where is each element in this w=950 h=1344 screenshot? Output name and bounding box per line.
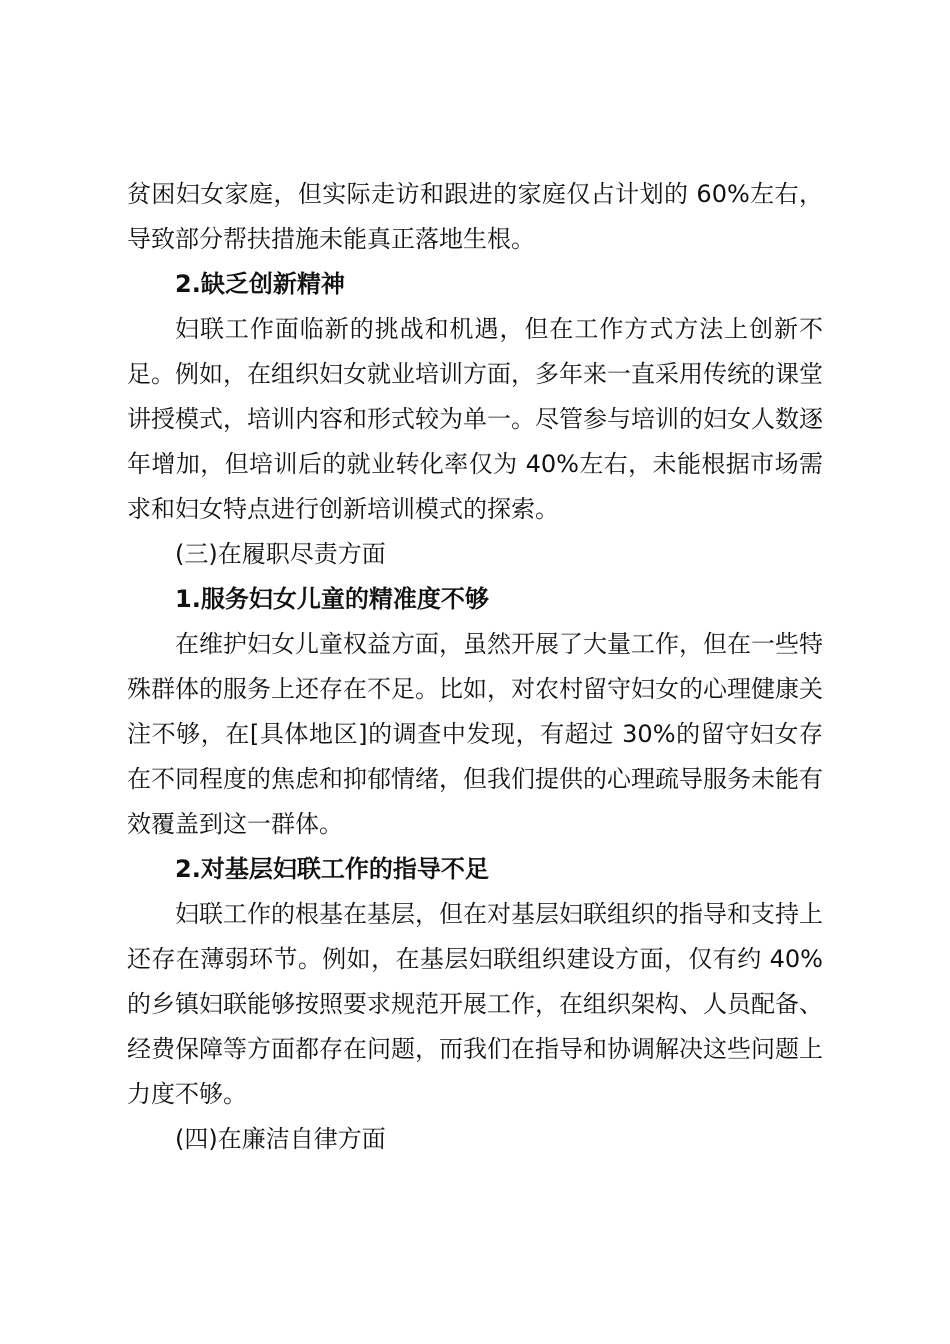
- paragraph-continued: 贫困妇女家庭，但实际走访和跟进的家庭仅占计划的 60%左右，导致部分帮扶措施未能真正落地生根。: [127, 180, 823, 253]
- paragraph-service-precision: 在维护妇女儿童权益方面，虽然开展了大量工作，但在一些特殊群体的服务上还存在不足。比如，对农村留守妇女的心理健康关注不够，在[具体地区]的调查中发现，有超过 30%的留守妇女存在不同程度的焦虑和抑郁情绪，但我们提供的心理疏导服务未能有效覆盖到这一群体。: [127, 630, 823, 838]
- paragraph-grassroots-guidance: 妇联工作的根基在基层，但在对基层妇联组织的指导和支持上还存在薄弱环节。例如，在基层妇联组织建设方面，仅有约 40%的乡镇妇联能够按照要求规范开展工作，在组织架构、人员配备、经费保障等方面都存在问题，而我们在指导和协调解决这些问题上力度不够。: [127, 900, 823, 1108]
- paragraph-innovation: 妇联工作面临新的挑战和机遇，但在工作方式方法上创新不足。例如，在组织妇女就业培训方面，多年来一直采用传统的课堂讲授模式，培训内容和形式较为单一。尽管参与培训的妇女人数逐年增加，但培训后的就业转化率仅为 40%左右，未能根据市场需求和妇女特点进行创新培训模式的探索。: [127, 315, 823, 523]
- section-heading-duty: (三)在履职尽责方面: [175, 540, 386, 568]
- section-heading-integrity: (四)在廉洁自律方面: [175, 1125, 386, 1153]
- subheading-service-precision: 1.服务妇女儿童的精准度不够: [175, 585, 489, 613]
- document-body: [127, 172, 823, 1162]
- subheading-lack-of-innovation: 2.缺乏创新精神: [175, 270, 345, 298]
- subheading-grassroots-guidance: 2.对基层妇联工作的指导不足: [175, 855, 489, 883]
